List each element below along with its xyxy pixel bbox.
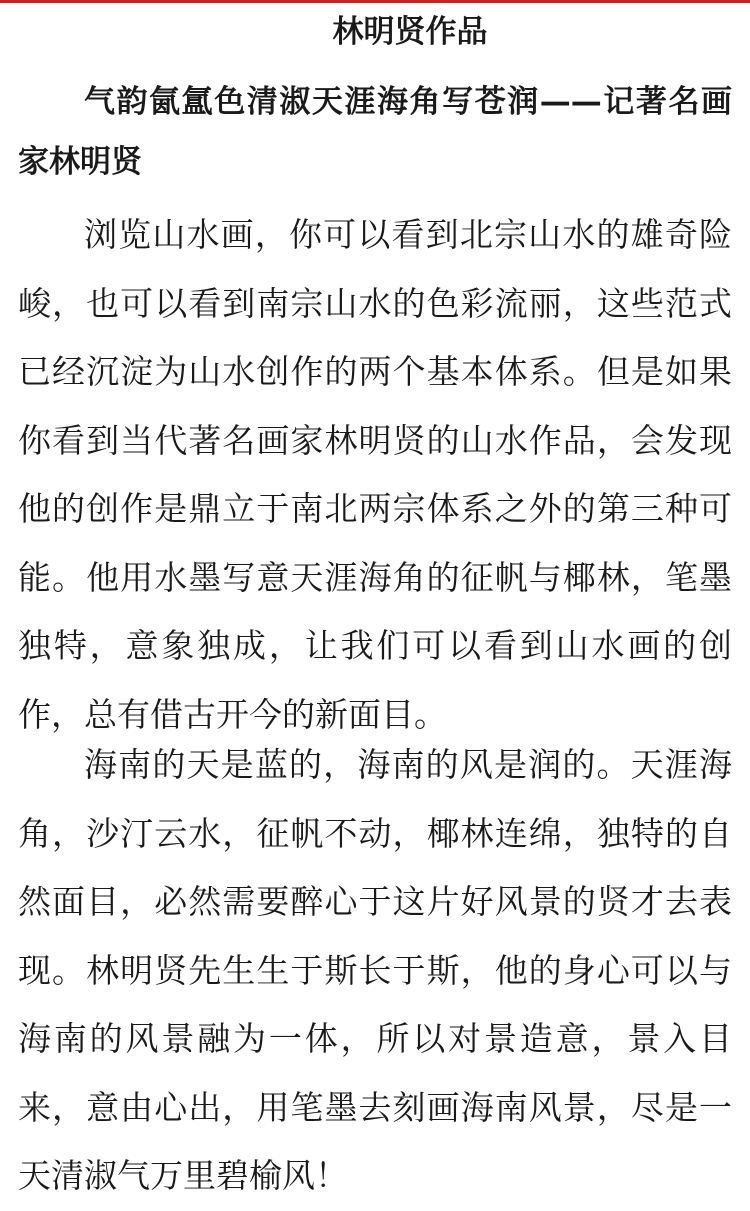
paragraph-1: 浏览山水画，你可以看到北宗山水的雄奇险峻，也可以看到南宗山水的色彩流丽，这些范式已经沉淀为山水创作的两个基本体系。但是如果你看到当代著名画家林明贤的山水作品，会发现他的创作是鼎立于南北两宗体系之外的第三种可能。他用水墨写意天涯海角的征帆与椰林，笔墨独特，意象独成，让我们可以看到山水画的创作，总有借古开今的新面目。: [18, 215, 732, 734]
article-subtitle: 气韵氤氲色清淑天涯海角写苍润——记著名画家林明贤: [18, 84, 732, 180]
paragraph-2: 海南的天是蓝的，海南的风是润的。天涯海角，沙汀云水，征帆不动，椰林连绵，独特的自然面目，必然需要醉心于这片好风景的贤才去表现。林明贤先生生于斯长于斯，他的身心可以与海南的风景融为一体，所以对景造意，景入目来，意由心出，用笔墨去刻画海南风景，尽是一天清淑气万里碧榆风！: [18, 745, 732, 1195]
article-title: 林明贤作品: [332, 14, 488, 50]
